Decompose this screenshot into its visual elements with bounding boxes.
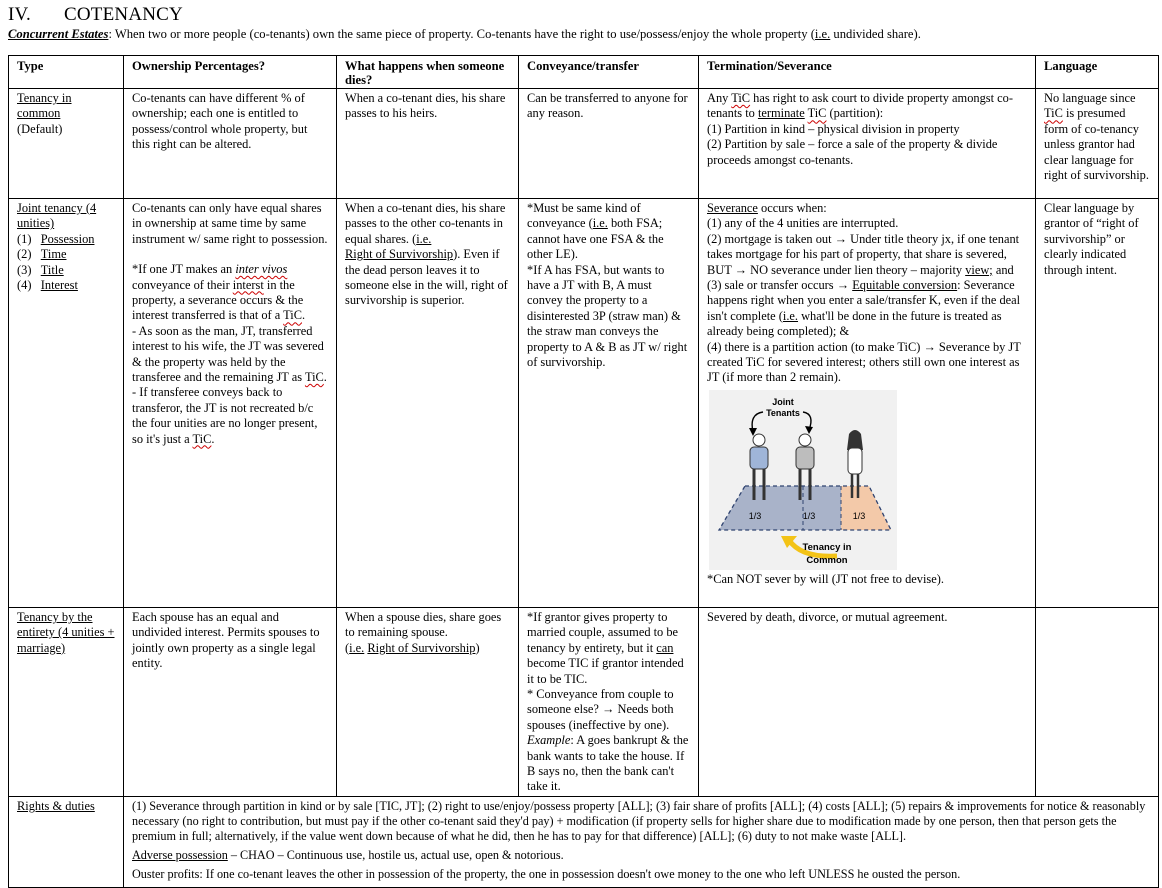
- section-number: IV.: [8, 4, 31, 25]
- death-cell: When a spouse dies, share goes to remaining spouse. (i.e. Right of Survivorship): [337, 608, 519, 797]
- unities-list: [17, 232, 115, 294]
- type-cell: Rights & duties: [9, 796, 124, 887]
- termination-cell: Any TiC has right to ask court to divide property amongst co-tenants to terminate TiC (partition): (1) Partition in kind – physical division in property (2) Partition by sale – force a sale of the property & divide proceeds amongst co-tenants.: [699, 89, 1036, 199]
- list-item: (4) Interest: [17, 278, 78, 293]
- column-header: Ownership Percentages?: [124, 56, 337, 89]
- table-row-tbe: [9, 608, 1159, 797]
- conveyance-cell: *Must be same kind of conveyance (i.e. both FSA; cannot have one FSA & the other LE). *If A has FSA, but wants to have a JT with B, A must convey the property to a disinterested 3P (straw man) & the straw man conveys the property to A & B as JT w/ right of survivorship.: [519, 199, 699, 608]
- conveyance-cell: Can be transferred to anyone for any reason.: [519, 89, 699, 199]
- table-row-tic: [9, 89, 1159, 199]
- termination-cell: Severance occurs when: (1) any of the 4 unities are interrupted. (2) mortgage is taken out → Under title theory jx, if one tenant takes mortgage for his part of property, that share is severed, BUT → NO severance under lien theory – majority view; and (3) sale or transfer occurs → Equitable conversion: Severance happens right when you enter a sale/transfer K, even if the deal isn't complete (i.e. what'll be done in the future is treated as already being completed); & (4) there is a partition action (to make TiC) → Severance by JT created TiC for severed interest; others still own one interest as JT (if more than 2 remain). Joint Tenants 1/3 1/3 1/3 Tenancy in Common *Can NOT sever by will (JT not free to devise).: [699, 199, 1036, 608]
- conveyance-cell: *If grantor gives property to married couple, assumed to be tenancy by entirety, but it can become TIC if grantor intended it to be TIC. * Conveyance from couple to someone else? → Needs both spouses (ineffective by one). Example: A goes bankrupt & the bank wants to take the house. If B says no, then the bank can't take it.: [519, 608, 699, 797]
- language-cell: Clear language by grantor of “right of survivorship” or clearly indicated through intent.: [1036, 199, 1159, 608]
- tic-label-1: Tenancy in: [802, 541, 852, 553]
- list-item: (2) Time: [17, 247, 67, 262]
- tic-label-2: Common: [806, 554, 848, 566]
- list-item: (1) Possession: [17, 231, 95, 246]
- death-cell: When a co-tenant dies, his share passes to his heirs.: [337, 89, 519, 199]
- language-cell: No language since TiC is presumed form of co-tenancy unless grantor had clear language for right of survivorship.: [1036, 89, 1159, 199]
- ownership-cell: Co-tenants can only have equal shares in ownership at same time by same instrument w/ same right to possession. *If one JT makes an inter vivos conveyance of their interst in the property, a severance occurs & the interest transferred is that of a TiC. - As soon as the man, JT, transferred interest to his wife, the JT was severed & the property was held by the transferee and the remaining JT as TiC. - If transferee conveys back to transferor, the JT is not recreated b/c the four unities are no longer present, so it's just a TiC.: [124, 199, 337, 608]
- table-row-jt: [9, 199, 1159, 608]
- jt-label-1: Joint: [772, 396, 794, 407]
- share-fraction-2: 1/3: [802, 510, 816, 521]
- share-fraction-1: 1/3: [748, 510, 762, 521]
- column-header: What happens when someone dies?: [337, 56, 519, 89]
- language-cell: [1036, 608, 1159, 797]
- termination-cell: Severed by death, divorce, or mutual agreement.: [699, 608, 1036, 797]
- rights-duties-cell: (1) Severance through partition in kind or by sale [TIC, JT]; (2) right to use/enjoy/possess property [ALL]; (3) fair share of profits [ALL]; (4) costs [ALL]; (5) repairs & improvements for notice & reasonably necessary (no right to contribution, but must pay if the other co-tenant said they'd pay) + modification (if property sells for higher share due to modification made by one person, then that person gets the premium in full; alternatively, if the value went down because of what he did, then he has to pay for that difference) [ALL]; (6) duty to not make waste [ALL]. Adverse possession – CHAO – Continuous use, hostile us, actual use, open & notorious. Ouster profits: If one co-tenant leaves the other in possession of the property, the one in possession doesn't owe money to the one who left UNLESS he ousted the person.: [124, 796, 1159, 887]
- intro-term: Concurrent Estates: [8, 27, 109, 41]
- list-item: (3) Title: [17, 262, 64, 277]
- table-header-row: [9, 56, 1159, 89]
- type-cell: Joint tenancy (4 unities) (1) Possession (2) Time (3) Title (4) Interest: [9, 199, 124, 608]
- death-cell: When a co-tenant dies, his share passes to the other co-tenants in equal shares. (i.e. Right of Survivorship). Even if the dead person leaves it to someone else in the will, right of survivorship is superior.: [337, 199, 519, 608]
- joint-tenancy-illustration: [709, 390, 897, 570]
- type-cell: Tenancy by the entirety (4 unities + marriage): [9, 608, 124, 797]
- jt-label-2: Tenants: [766, 407, 800, 418]
- column-header: Language: [1036, 56, 1159, 89]
- column-header: Conveyance/transfer: [519, 56, 699, 89]
- cotenancy-table: [8, 55, 1159, 888]
- ownership-cell: Each spouse has an equal and undivided interest. Permits spouses to jointly own property as a single legal entity.: [124, 608, 337, 797]
- intro-definition: Concurrent Estates: When two or more people (co-tenants) own the same piece of property. Co-tenants have the right to use/possess/enjoy the whole property (i.e. undivided share).: [8, 27, 921, 41]
- table-row-rights: [9, 796, 1159, 887]
- column-header: Termination/Severance: [699, 56, 1036, 89]
- type-cell: Tenancy in common (Default): [9, 89, 124, 199]
- ownership-cell: Co-tenants can have different % of ownership; each one is entitled to possess/control whole property, but this right can be altered.: [124, 89, 337, 199]
- column-header: Type: [9, 56, 124, 89]
- share-fraction-3: 1/3: [852, 510, 866, 521]
- section-title: [8, 4, 183, 26]
- section-heading: COTENANCY: [64, 4, 183, 25]
